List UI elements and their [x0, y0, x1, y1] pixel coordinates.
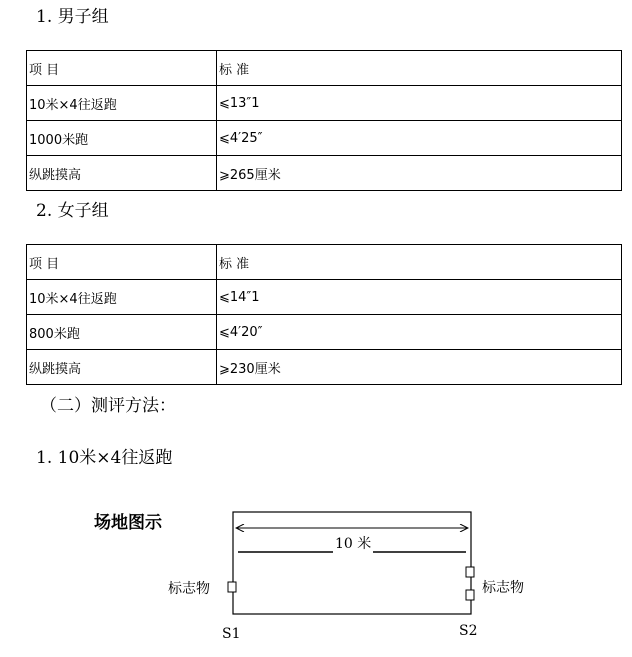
distance-label: 10 米: [333, 533, 373, 553]
table-header-cell: 标 准: [217, 51, 622, 86]
right-marker-top: [466, 567, 474, 577]
diagram-title: 场地图示: [94, 513, 162, 533]
shuttle-run-heading: 1. 10米×4往返跑: [36, 448, 173, 468]
female-group-heading: 2. 女子组: [36, 201, 109, 221]
table-cell: ⩽4′20″: [217, 315, 622, 350]
male-group-heading: 1. 男子组: [36, 7, 109, 27]
table-cell: ⩽4′25″: [217, 121, 622, 156]
table-cell: 纵跳摸高: [27, 156, 217, 191]
table-cell: 1000米跑: [27, 121, 217, 156]
table-header-cell: 项 目: [27, 51, 217, 86]
left-marker: [228, 582, 236, 592]
right-marker-label: 标志物: [482, 580, 524, 596]
right-marker-bottom: [466, 590, 474, 600]
table-header-cell: 标 准: [217, 245, 622, 280]
table-header-cell: 项 目: [27, 245, 217, 280]
table-cell: ⩽13″1: [217, 86, 622, 121]
field-boundary: [233, 512, 471, 614]
table-cell: ⩾230厘米: [217, 350, 622, 385]
start-label-s1: S1: [222, 626, 241, 642]
table-cell: ⩾265厘米: [217, 156, 622, 191]
method-heading: （二）测评方法：: [40, 396, 176, 416]
left-marker-label: 标志物: [168, 581, 210, 597]
table-cell: 10米×4往返跑: [27, 86, 217, 121]
table-cell: 纵跳摸高: [27, 350, 217, 385]
table-cell: 10米×4往返跑: [27, 280, 217, 315]
table-cell: ⩽14″1: [217, 280, 622, 315]
table-cell: 800米跑: [27, 315, 217, 350]
start-label-s2: S2: [459, 623, 478, 639]
